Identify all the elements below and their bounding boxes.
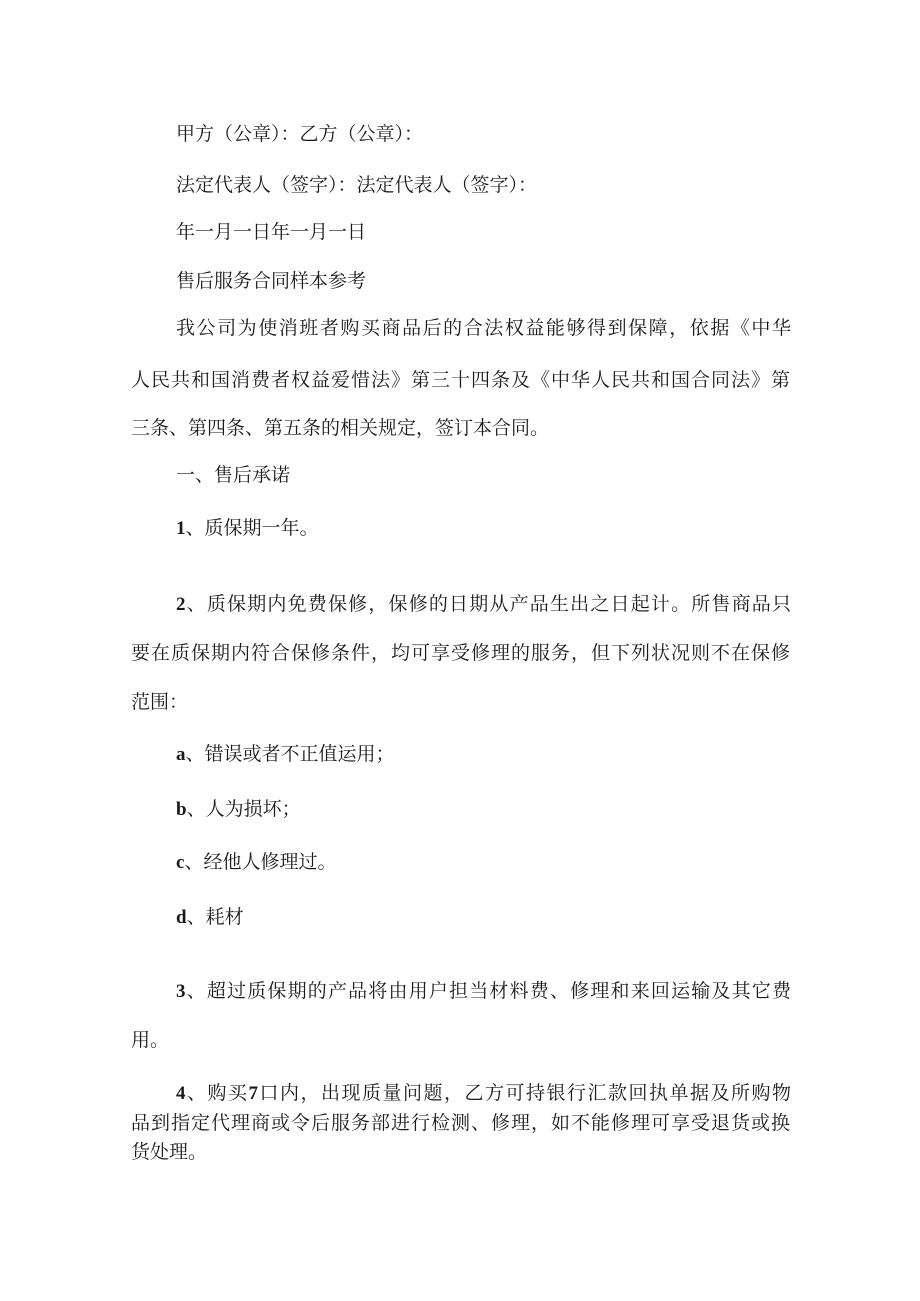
item-text: 、超过质保期的产品将由用户担当材料费、修理和来回运输及其它费 [185,980,791,1002]
item-text: 、人为损坏； [186,798,301,820]
section-heading: 一、售后承诺 [176,464,291,486]
item-letter: c [176,852,185,873]
signature-party-line: 甲方（公章）：乙方（公章）： [176,123,424,145]
signature-date-line: 年一月一日年一月一日 [176,221,367,243]
item-c [176,849,336,876]
item-1 [176,515,319,542]
intro-line-2: 人民共和国消费者权益爱惜法》第三十四条及《中华人民共和国合同法》第 [131,369,790,391]
signature-rep-line: 法定代表人（签字）：法定代表人（签字）： [176,174,538,196]
item-4-line-3: 货处理。 [131,1141,208,1163]
item-text: 口内，出现质量问题，乙方可持银行汇款回执单据及所购物 [258,1082,791,1104]
document-title: 售后服务合同样本参考 [176,270,367,292]
item-3-line-2: 用。 [131,1029,170,1051]
item-d [176,904,244,931]
item-number: 2 [176,594,186,615]
item-letter: d [176,907,187,928]
item-text: 、耗材 [186,906,244,928]
item-number: 1 [176,518,186,539]
intro-line-3: 三条、第四条、第五条的相关规定，签订本合同。 [131,417,550,439]
item-text: 、质保期内免费保修，保修的日期从产品生出之日起计。所售商品只 [185,593,791,615]
item-2-line-3: 范围： [131,691,189,713]
item-a [176,741,395,768]
item-4-line-2: 品到指定代理商或令后服务部进行检测、修理，如不能修理可享受退货或换 [131,1112,790,1134]
item-2-line-2: 要在质保期内符合保修条件，均可享受修理的服务，但下列状况则不在保修 [131,642,790,664]
item-days: 7 [248,1083,258,1104]
item-letter: b [176,799,187,820]
item-text: 、错误或者不正值运用； [185,743,395,765]
item-number: 3 [176,981,186,1002]
item-text: 、质保期一年。 [185,517,319,539]
item-text: 、经他人修理过。 [184,851,337,873]
item-b [176,796,301,823]
item-3-line-1 [176,978,791,1005]
intro-line-1: 我公司为使消班者购买商品后的合法权益能够得到保障，依据《中华 [176,317,791,339]
item-letter: a [176,744,186,765]
item-2-line-1 [176,591,791,618]
item-text: 、购买 [185,1082,249,1104]
item-4-line-1 [176,1080,791,1107]
item-number: 4 [176,1083,186,1104]
